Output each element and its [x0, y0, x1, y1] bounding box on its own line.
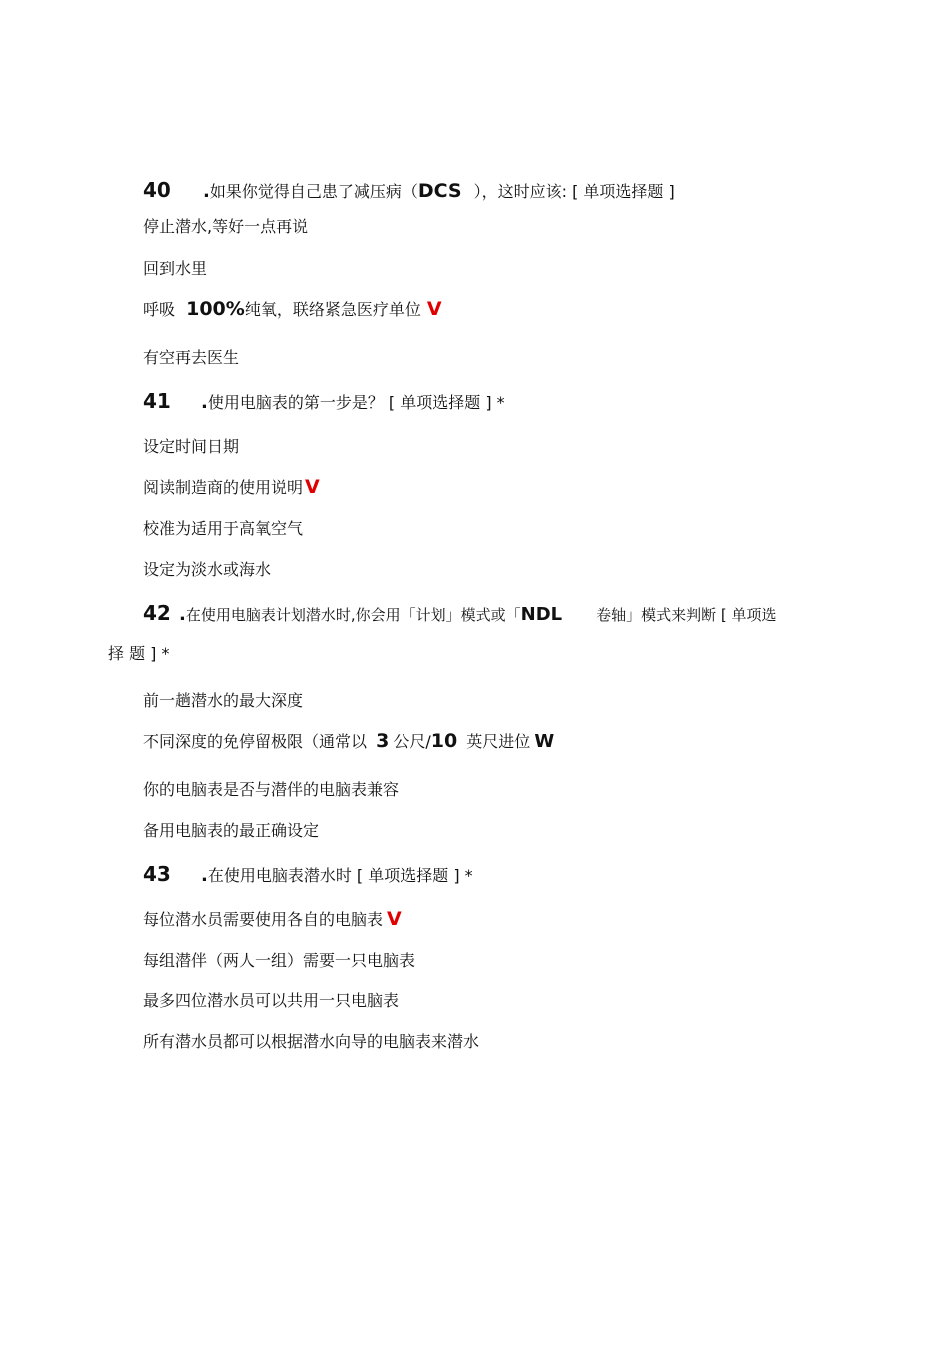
option-41-a: 设定时间日期 — [143, 437, 240, 456]
option-40-b: 回到水里 — [143, 259, 208, 278]
option-text: 英尺进位 — [466, 732, 531, 751]
option-em: 100% — [186, 298, 245, 320]
option-42-b — [143, 730, 554, 753]
option-text: 阅读制造商的使用说明 — [143, 478, 304, 497]
option-42-c: 你的电脑表是否与潜伴的电脑表兼容 — [143, 780, 400, 799]
option-40-a: 停止潜水,等好一点再说 — [143, 217, 309, 236]
option-em: 3 — [376, 730, 390, 752]
question-43-heading — [143, 862, 473, 888]
question-42-heading — [143, 601, 777, 627]
option-41-b — [143, 476, 320, 499]
question-text-a: 在使用电脑表潜水时 [ 单项选择题 ] * — [207, 866, 473, 885]
question-dot: . — [201, 392, 208, 413]
option-41-c: 校准为适用于高氧空气 — [143, 519, 304, 538]
question-number: 41 — [143, 389, 171, 413]
correct-answer-mark: V — [426, 298, 442, 320]
question-text-em: NDL — [520, 604, 563, 625]
option-40-d: 有空再去医生 — [143, 348, 240, 367]
answer-mark: W — [534, 731, 555, 752]
question-number: 40 — [143, 178, 171, 202]
option-43-d: 所有潜水员都可以根据潜水向导的电脑表来潜水 — [143, 1032, 480, 1051]
correct-answer-mark: V — [387, 908, 402, 930]
option-text: 每位潜水员需要使用各自的电脑表 — [143, 910, 384, 929]
option-40-c — [143, 298, 442, 321]
question-text-a: 在使用电脑表计划潜水时,你会用「计划」模式或「 — [185, 606, 521, 624]
question-41-heading — [143, 389, 505, 415]
option-43-a — [143, 908, 402, 931]
question-42-heading-wrap: 择 题 ] * — [108, 644, 170, 663]
question-dot: . — [179, 604, 186, 625]
question-text-em: DCS — [417, 180, 462, 202]
question-number: 42 — [143, 601, 171, 625]
question-text-a: 使用电脑表的第一步是？ [ 单项选择题 ] * — [207, 393, 505, 412]
option-42-d: 备用电脑表的最正确设定 — [143, 821, 320, 840]
option-text: 纯氧，联络紧急医疗单位 — [244, 300, 421, 319]
option-43-b: 每组潜伴（两人一组）需要一只电脑表 — [143, 951, 416, 970]
option-43-c: 最多四位潜水员可以共用一只电脑表 — [143, 991, 400, 1010]
question-dot: . — [203, 181, 210, 202]
question-number: 43 — [143, 862, 171, 886]
question-text-b: 卷轴」模式来判断 [ 单项选 — [596, 606, 777, 624]
option-42-a: 前一趟潜水的最大深度 — [143, 691, 304, 710]
option-41-d: 设定为淡水或海水 — [143, 560, 272, 579]
option-prefix: 呼吸 — [143, 300, 176, 319]
option-em2: 10 — [430, 730, 458, 752]
question-text-b: ），这时应该: [ 单项选择题 ] — [473, 182, 675, 201]
question-dot: . — [201, 865, 208, 886]
correct-answer-mark: V — [305, 476, 320, 498]
question-text-a: 如果你觉得自己患了减压病（ — [209, 182, 418, 201]
question-40-heading — [143, 178, 675, 204]
option-prefix: 不同深度的免停留极限（通常以 — [143, 732, 368, 751]
option-mid: 公尺/ — [393, 732, 431, 751]
